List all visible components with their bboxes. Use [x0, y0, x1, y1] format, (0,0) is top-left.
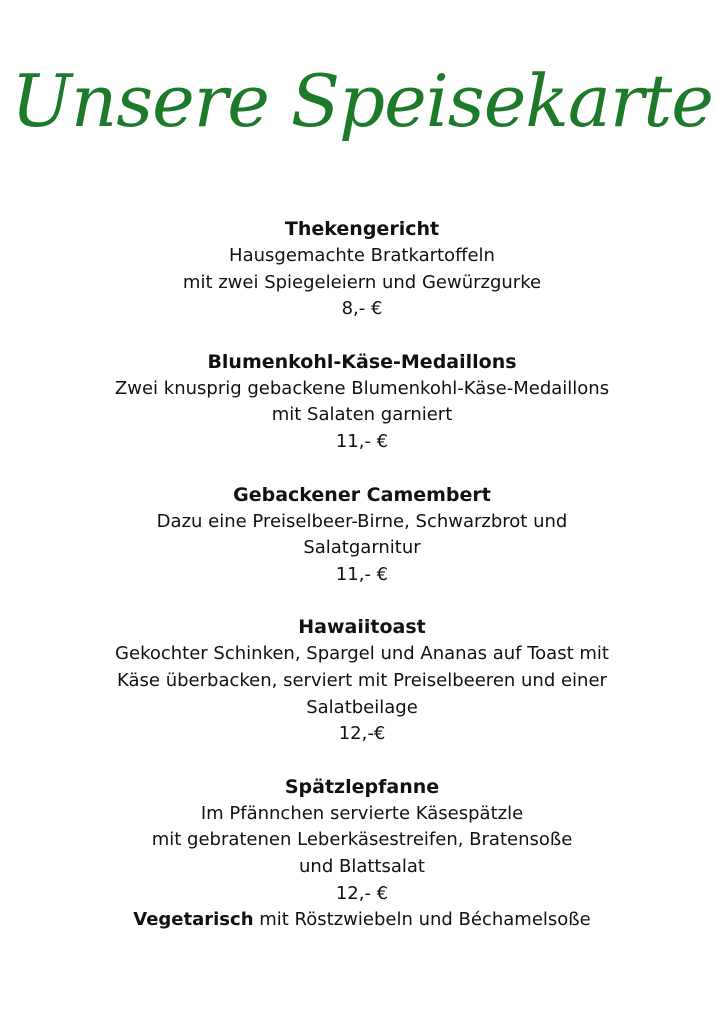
dish-description-line: Salatbeilage [306, 696, 418, 718]
dish-thekengericht [40, 216, 684, 323]
dish-description-line: Hausgemachte Bratkartoffeln [229, 245, 495, 266]
vegetarian-text: mit Röstzwiebeln und Béchamelsoße [253, 909, 591, 931]
dish-description-line: Salatgarnitur [303, 537, 421, 559]
dish-price: 11,- € [335, 430, 389, 452]
dish-price: 8,- € [341, 298, 383, 320]
menu-title: Unsere Speisekarte [11, 59, 713, 143]
dish-description-line: Dazu eine Preiselbeer-Birne, Schwarzbrot und [156, 510, 568, 532]
dish-name: Hawaiitoast [298, 616, 426, 639]
dish-name: Thekengericht [284, 218, 440, 240]
dish-description-line: Zwei knusprig gebackene Blumenkohl-Käse-Medaillons [114, 377, 610, 399]
dish-description-line: Gekochter Schinken, Spargel und Ananas auf Toast mit [115, 643, 609, 665]
dish-description-line: und Blattsalat [299, 855, 425, 877]
dish-description-line: mit zwei Spiegeleiern und Gewürzgurke [182, 271, 542, 293]
dish-description-line: Im Pfännchen servierte Käsespätzle [200, 802, 524, 824]
dish-description-line: Käse überbacken, serviert mit Preiselbeeren und einer [117, 669, 607, 691]
dish-camembert [40, 482, 684, 589]
vegetarian-note [40, 907, 684, 934]
dish-description-line: mit Salaten garniert [271, 404, 453, 426]
menu-list [40, 216, 684, 960]
dish-description-line: mit gebratenen Leberkäsestreifen, Bratensoße [151, 829, 573, 851]
dish-name: Blumenkohl-Käse-Medaillons [207, 350, 517, 373]
dish-price: 12,- € [335, 882, 389, 904]
dish-blumenkohl [40, 349, 684, 456]
dish-price: 11,- € [335, 563, 389, 585]
dish-name: Spätzlepfanne [284, 775, 440, 798]
dish-name: Gebackener Camembert [233, 483, 491, 506]
vegetarian-label: Vegetarisch [133, 909, 254, 931]
dish-spaetzlepfanne [40, 774, 684, 934]
dish-price: 12,-€ [338, 723, 386, 745]
dish-hawaiitoast [40, 614, 684, 747]
